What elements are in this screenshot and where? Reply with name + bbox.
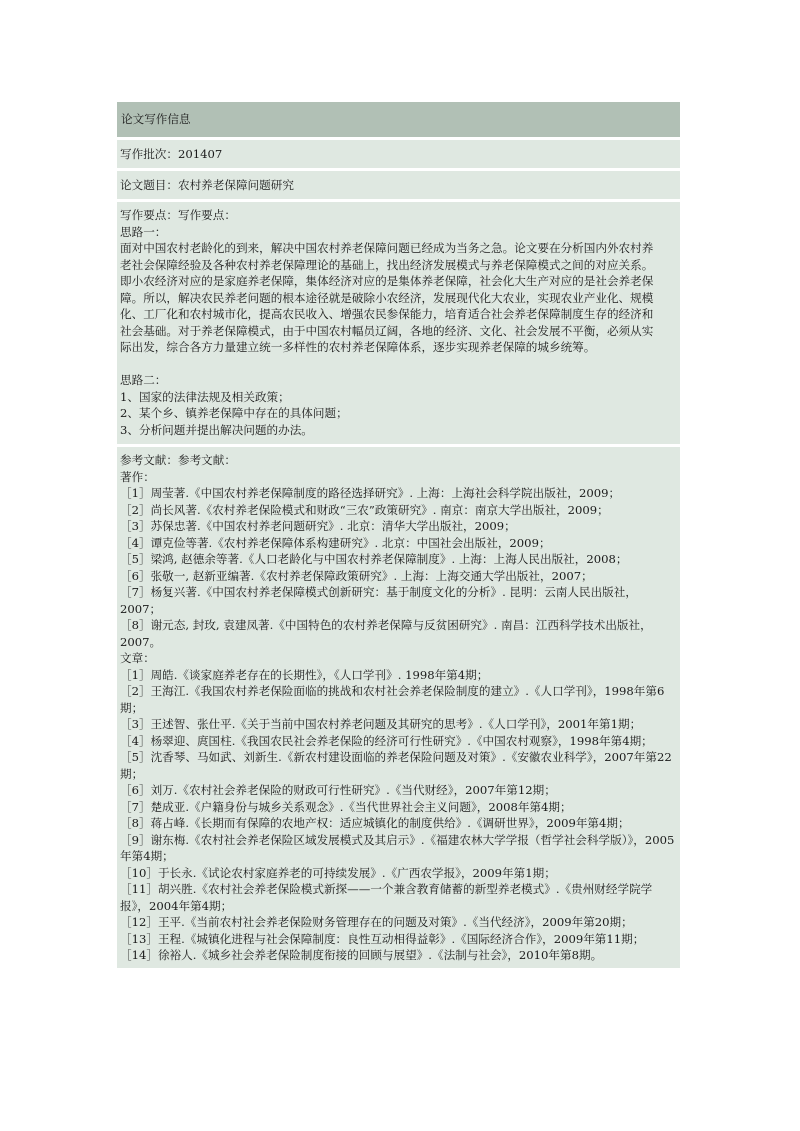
article-ref: ［9］谢东梅.《农村社会养老保险区域发展模式及其启示》.《福建农林大学学报（哲学社会科学版）》，2005年第4期；	[120, 832, 675, 863]
article-ref: ［11］胡兴胜.《农村社会养老保险模式新探——一个兼含教育储蓄的新型养老模式》.《贵州财经学院学报》，2004年第4期；	[120, 882, 653, 913]
article-ref: ［5］沈香琴、马如武、刘新生.《新农村建设面临的养老保险问题及对策》.《安徽农业科学》，2007年第22期；	[120, 750, 672, 781]
article-ref: ［14］徐裕人.《城乡社会养老保险制度衔接的回顾与展望》.《法制与社会》，2010年第8期。	[120, 948, 603, 962]
article-ref: ［4］杨翠迎、庹国柱.《我国农民社会养老保险的经济可行性研究》.《中国农村观察》，1998年第4期；	[120, 733, 653, 748]
book-ref: ［6］张敬一, 赵新亚编著.《农村养老保障政策研究》. 上海：上海交通大学出版社，2007；	[120, 568, 593, 583]
article-ref: ［1］周皓.《谈家庭养老存在的长期性》，《人口学刊》. 1998年第4期；	[120, 667, 489, 682]
articles-title: 文章：	[120, 651, 155, 665]
article-ref: ［8］蒋占峰.《长期而有保障的农地产权：适应城镇化的制度供给》.《调研世界》，2009年第4期；	[120, 816, 630, 830]
article-ref: ［3］王述智、张仕平.《关于当前中国农村养老问题及其研究的思考》.《人口学刊》，2001年第1期；	[120, 717, 642, 731]
article-ref: ［10］于长永.《试论农村家庭养老的可持续发展》.《广西农学报》，2009年第1期；	[120, 865, 556, 880]
idea1-title: 思路一：	[120, 224, 167, 239]
idea1-line: 际出发，综合各方力量建立统一多样性的农村养老保障体系，逐步实现养老保障的城乡统筹。	[120, 340, 596, 354]
idea1-line: 社会基础。对于养老保障模式，由于中国农村幅员辽阔，各地的经济、文化、社会发展不平衡，必须从实	[120, 323, 654, 338]
idea2-line: 2、某个乡、镇养老保障中存在的具体问题；	[120, 406, 348, 420]
idea2-line: 1、国家的法律法规及相关政策；	[120, 389, 290, 404]
idea1-line: 化、工厂化和农村城市化，提高农民收入、增强农民参保能力，培育适合社会养老保障制度生存的经济和	[120, 307, 654, 321]
topic-label: 论文题目：农村养老保障问题研究	[120, 177, 294, 192]
article-ref: ［13］王程.《城镇化进程与社会保障制度：良性互动相得益彰》.《国际经济合作》，2009年第11期；	[120, 931, 645, 946]
points-heading: 写作要点：写作要点：	[120, 208, 236, 222]
idea2-line: 3、分析问题并提出解决问题的办法。	[120, 422, 313, 437]
idea1-line: 面对中国农村老龄化的到来，解决中国农村养老保障问题已经成为当务之急。论文要在分析国内外农村养	[120, 241, 654, 255]
idea1-line: 老社会保障经验及各种农村养老保障理论的基础上，找出经济发展模式与养老保障模式之间的对应关系。	[120, 257, 654, 272]
spacer	[120, 356, 677, 373]
topic-row	[117, 168, 680, 199]
writing-points-block	[117, 199, 680, 444]
idea1-line: 即小农经济对应的是家庭养老保障，集体经济对应的是集体养老保障，社会化大生产对应的是社会养老保	[120, 274, 654, 288]
idea1-line: 障。所以，解决农民养老问题的根本途径就是破除小农经济，发展现代化大农业，实现农业产业化、规模	[120, 290, 654, 305]
batch-label: 写作批次：201407	[120, 146, 223, 161]
idea2-title: 思路二：	[120, 373, 167, 387]
book-ref: ［3］苏保忠著.《中国农村养老问题研究》. 北京：清华大学出版社，2009；	[120, 519, 516, 533]
article-ref: ［12］王平.《当前农村社会养老保险财务管理存在的问题及对策》.《当代经济》，2009年第20期；	[120, 915, 633, 929]
book-ref: ［5］梁鸿, 赵德余等著.《人口老龄化与中国农村养老保障制度》. 上海：上海人民出版社，2008；	[120, 552, 628, 566]
article-ref: ［6］刘万.《农村社会养老保险的财政可行性研究》.《当代财经》，2007年第12期；	[120, 783, 556, 797]
book-ref: ［8］谢元态, 封玫, 袁建凤著.《中国特色的农村养老保障与反贫困研究》. 南昌：江西科学技术出版社，2007。	[120, 618, 652, 649]
article-ref: ［2］王海江.《我国农村养老保险面临的挑战和农村社会养老保险制度的建立》.《人口学刊》，1998年第6期；	[120, 684, 665, 715]
book-ref: ［4］谭克俭等著.《农村养老保障体系构建研究》. 北京：中国社会出版社，2009；	[120, 535, 551, 550]
refs-heading: 参考文献：参考文献：	[120, 453, 236, 467]
book-ref: ［1］周莹著.《中国农村养老保障制度的路径选择研究》. 上海：上海社会科学院出版社，2009；	[120, 486, 621, 500]
thesis-info-document	[117, 102, 680, 968]
book-ref: ［2］尚长风著.《农村养老保险模式和财政“三农”政策研究》. 南京：南京大学出版社，2009；	[120, 502, 609, 517]
page-title: 论文写作信息	[121, 112, 191, 127]
article-ref: ［7］楚成亚.《户籍身份与城乡关系观念》.《当代世界社会主义问题》，2008年第4期；	[120, 799, 572, 814]
references-block	[117, 444, 680, 968]
section-header	[117, 102, 680, 137]
batch-row	[117, 137, 680, 168]
books-title: 著作：	[120, 469, 155, 484]
book-ref: ［7］杨复兴著.《中国农村养老保障模式创新研究：基于制度文化的分析》. 昆明：云南人民出版社，2007；	[120, 585, 637, 616]
